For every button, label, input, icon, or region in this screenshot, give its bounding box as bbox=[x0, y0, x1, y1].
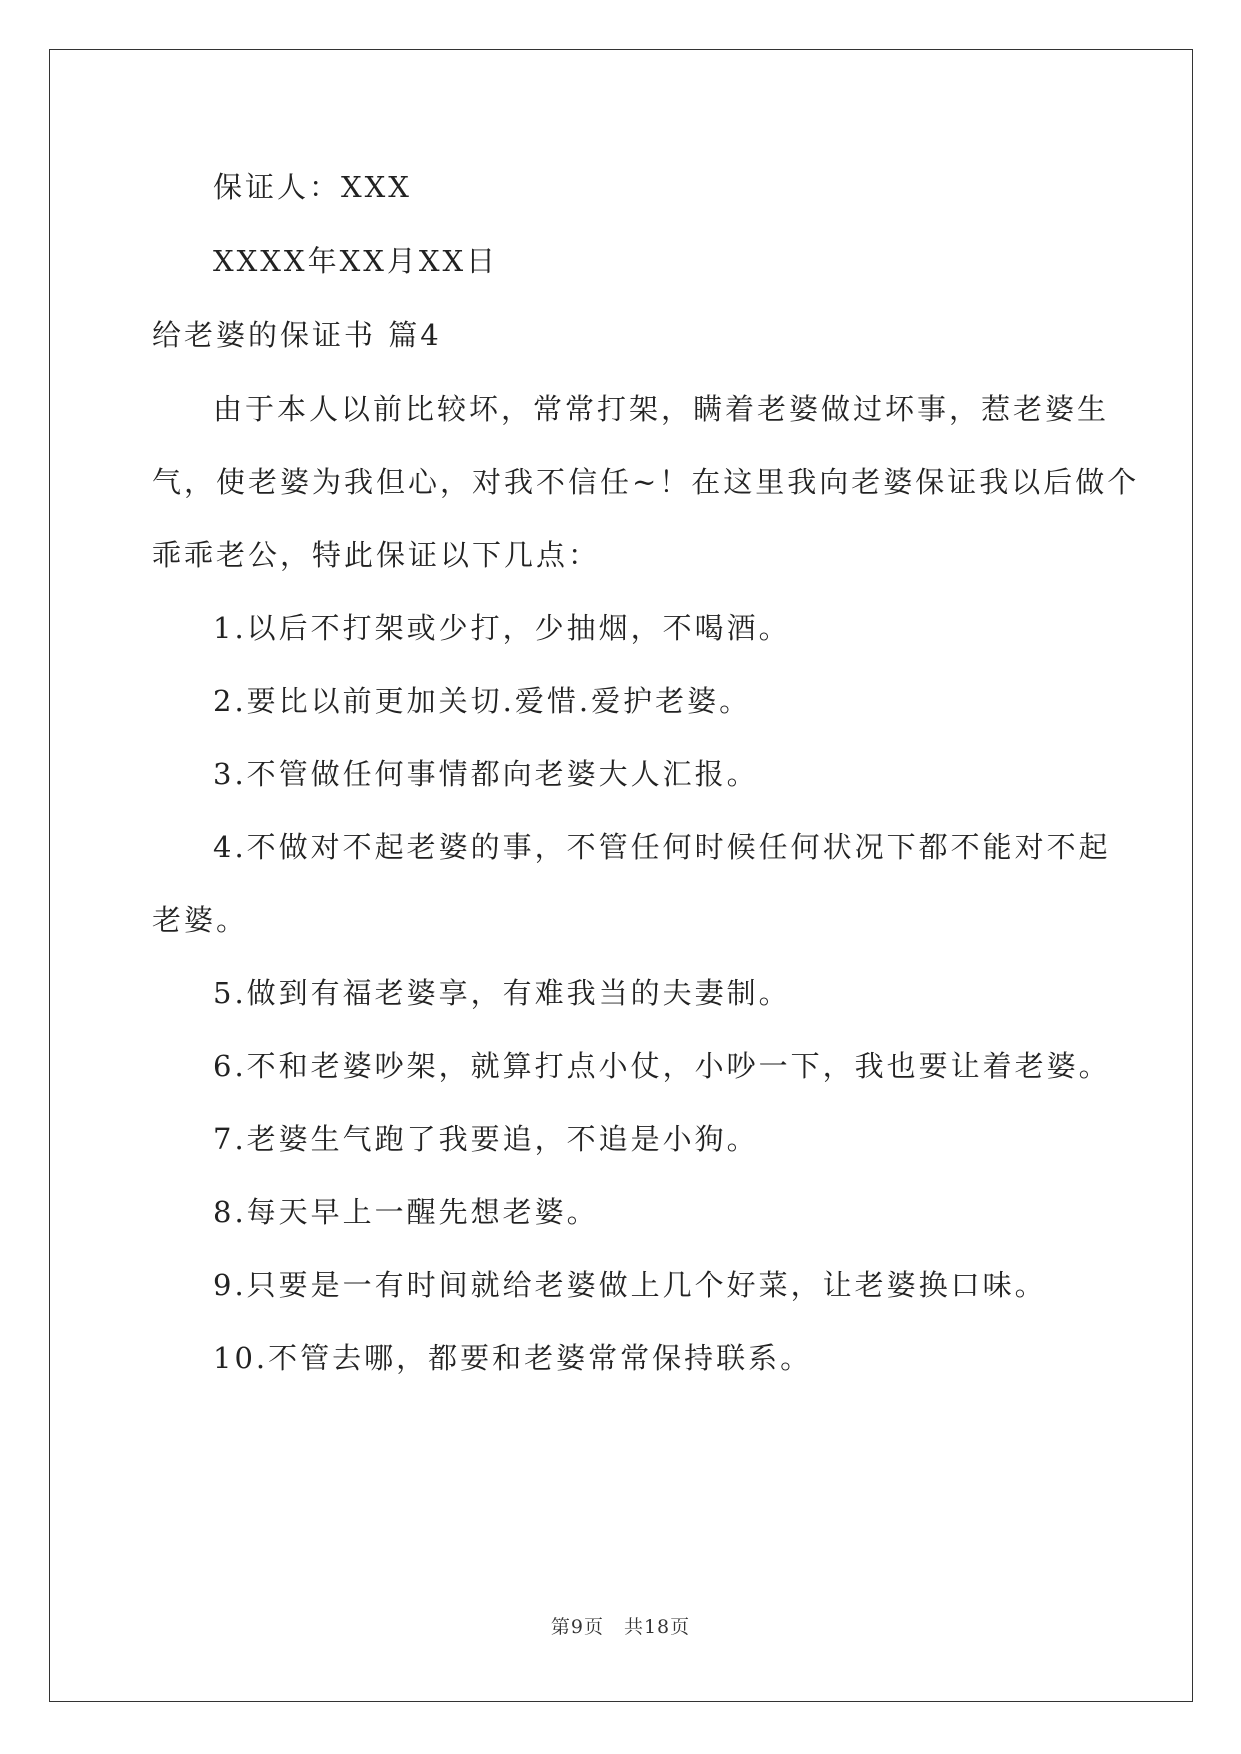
intro-line: 由于本人以前比较坏，常常打架，瞒着老婆做过坏事，惹老婆生 bbox=[213, 392, 1110, 426]
list-item: 5.做到有福老婆享，有难我当的夫妻制。 bbox=[213, 976, 791, 1010]
date-line: XXXX年XX月XX日 bbox=[213, 244, 499, 278]
page-border bbox=[49, 49, 1193, 1702]
list-item: 8.每天早上一醒先想老婆。 bbox=[213, 1195, 599, 1229]
list-item-continuation: 老婆。 bbox=[152, 903, 249, 937]
list-item: 4.不做对不起老婆的事，不管任何时候任何状况下都不能对不起 bbox=[213, 830, 1111, 864]
list-item: 2.要比以前更加关切.爱惜.爱护老婆。 bbox=[213, 684, 752, 718]
list-item: 3.不管做任何事情都向老婆大人汇报。 bbox=[213, 757, 759, 791]
intro-line: 气，使老婆为我但心，对我不信任~！在这里我向老婆保证我以后做个 bbox=[152, 465, 1140, 499]
list-item: 7.老婆生气跑了我要追，不追是小狗。 bbox=[213, 1122, 759, 1156]
intro-line: 乖乖老公，特此保证以下几点： bbox=[152, 538, 601, 572]
list-item: 6.不和老婆吵架，就算打点小仗，小吵一下，我也要让着老婆。 bbox=[213, 1049, 1111, 1083]
list-item: 9.只要是一有时间就给老婆做上几个好菜，让老婆换口味。 bbox=[213, 1268, 1047, 1302]
list-item: 1.以后不打架或少打，少抽烟，不喝酒。 bbox=[213, 611, 791, 645]
signer-line: 保证人：XXX bbox=[213, 170, 412, 204]
list-item: 10.不管去哪，都要和老婆常常保持联系。 bbox=[213, 1341, 813, 1375]
page-number-footer: 第9页 共18页 bbox=[550, 1616, 691, 1638]
section-heading: 给老婆的保证书 篇4 bbox=[152, 318, 442, 352]
